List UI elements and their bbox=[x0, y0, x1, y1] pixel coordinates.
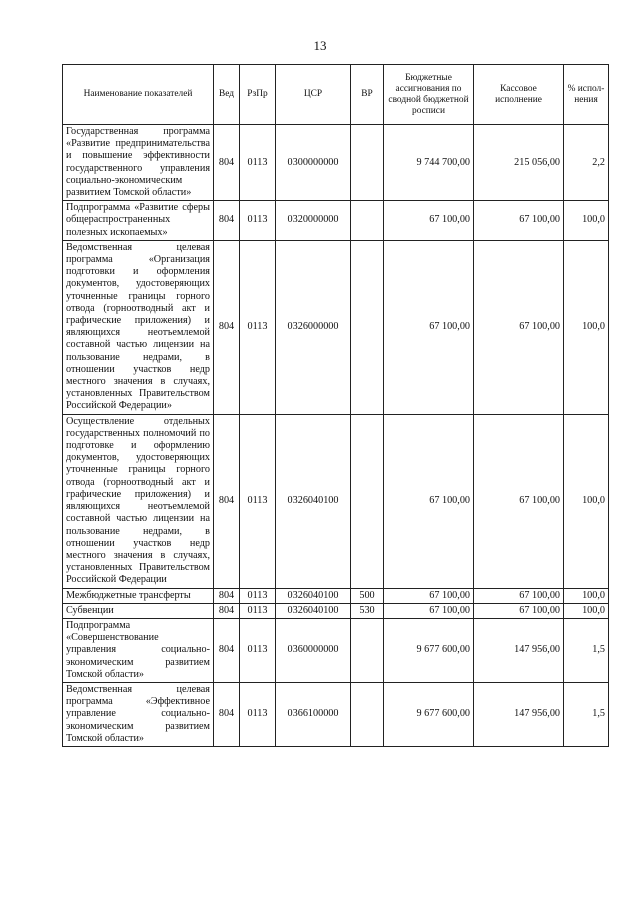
cell-cash: 215 056,00 bbox=[474, 125, 564, 201]
cell-ved: 804 bbox=[214, 588, 240, 603]
page-number: 13 bbox=[313, 38, 327, 53]
cell-rzpr: 0113 bbox=[240, 240, 276, 414]
header-budget: Бюджетные ассигнования по сводной бюджетной росписи bbox=[384, 65, 474, 125]
cell-cash: 147 956,00 bbox=[474, 618, 564, 682]
cell-rzpr: 0113 bbox=[240, 603, 276, 618]
cell-rzpr: 0113 bbox=[240, 588, 276, 603]
cell-ved: 804 bbox=[214, 603, 240, 618]
cell-cash: 67 100,00 bbox=[474, 588, 564, 603]
cell-rzpr: 0113 bbox=[240, 618, 276, 682]
cell-cash: 67 100,00 bbox=[474, 603, 564, 618]
cell-vr bbox=[351, 682, 384, 746]
cell-budget: 67 100,00 bbox=[384, 201, 474, 241]
cell-vr bbox=[351, 125, 384, 201]
header-name: Наименование показателей bbox=[63, 65, 214, 125]
cell-name: Подпрограмма «Совершенствование управления социально-экономическим развитием Томской области» bbox=[63, 618, 214, 682]
cell-name: Субвенции bbox=[63, 603, 214, 618]
cell-budget: 9 744 700,00 bbox=[384, 125, 474, 201]
cell-csr: 0366100000 bbox=[276, 682, 351, 746]
cell-vr bbox=[351, 414, 384, 588]
header-cash: Кассовое исполнение bbox=[474, 65, 564, 125]
table-row bbox=[63, 201, 609, 241]
header-ved: Вед bbox=[214, 65, 240, 125]
header-vr: ВР bbox=[351, 65, 384, 125]
cell-budget: 67 100,00 bbox=[384, 414, 474, 588]
cell-name: Ведомственная целевая программа «Эффективное управление социально-экономическим развитием Томской области» bbox=[63, 682, 214, 746]
cell-name: Государственная программа «Развитие предпринимательства и повышение эффективности государственного управления социально-экономическим развитием Томской области» bbox=[63, 125, 214, 201]
cell-csr: 0326040100 bbox=[276, 603, 351, 618]
cell-rzpr: 0113 bbox=[240, 201, 276, 241]
cell-ved: 804 bbox=[214, 240, 240, 414]
cell-budget: 9 677 600,00 bbox=[384, 618, 474, 682]
cell-budget: 67 100,00 bbox=[384, 240, 474, 414]
table-row bbox=[63, 682, 609, 746]
cell-budget: 67 100,00 bbox=[384, 588, 474, 603]
header-csr: ЦСР bbox=[276, 65, 351, 125]
table-row bbox=[63, 125, 609, 201]
cell-ved: 804 bbox=[214, 414, 240, 588]
cell-name: Подпрограмма «Развитие сферы общераспространенных полезных ископаемых» bbox=[63, 201, 214, 241]
cell-vr bbox=[351, 240, 384, 414]
cell-pct: 1,5 bbox=[564, 682, 609, 746]
cell-pct: 2,2 bbox=[564, 125, 609, 201]
cell-pct: 100,0 bbox=[564, 603, 609, 618]
cell-csr: 0326000000 bbox=[276, 240, 351, 414]
cell-cash: 67 100,00 bbox=[474, 414, 564, 588]
cell-cash: 67 100,00 bbox=[474, 240, 564, 414]
cell-vr bbox=[351, 618, 384, 682]
cell-pct: 100,0 bbox=[564, 414, 609, 588]
cell-cash: 147 956,00 bbox=[474, 682, 564, 746]
cell-budget: 9 677 600,00 bbox=[384, 682, 474, 746]
cell-pct: 100,0 bbox=[564, 588, 609, 603]
table-row bbox=[63, 414, 609, 588]
header-pct: % испол-нения bbox=[564, 65, 609, 125]
budget-execution-table bbox=[62, 64, 609, 747]
cell-csr: 0326040100 bbox=[276, 588, 351, 603]
cell-csr: 0326040100 bbox=[276, 414, 351, 588]
cell-name: Осуществление отдельных государственных полномочий по подготовке и оформлению документов, удостоверяющих уточненные границы горного отвода (горноотводный акт и графические приложения) и являющихся неотъемлемой составной частью лицензии на пользование недрами, в отношении участков недр местного значения в случаях, установленных Правительством Российской Федерации bbox=[63, 414, 214, 588]
table-header-row bbox=[63, 65, 609, 125]
cell-vr: 530 bbox=[351, 603, 384, 618]
cell-csr: 0360000000 bbox=[276, 618, 351, 682]
cell-csr: 0320000000 bbox=[276, 201, 351, 241]
cell-pct: 100,0 bbox=[564, 201, 609, 241]
cell-name: Межбюджетные трансферты bbox=[63, 588, 214, 603]
cell-rzpr: 0113 bbox=[240, 682, 276, 746]
table-row bbox=[63, 588, 609, 603]
header-rzpr: РзПр bbox=[240, 65, 276, 125]
cell-pct: 1,5 bbox=[564, 618, 609, 682]
table-row bbox=[63, 240, 609, 414]
cell-rzpr: 0113 bbox=[240, 414, 276, 588]
table-row bbox=[63, 603, 609, 618]
cell-csr: 0300000000 bbox=[276, 125, 351, 201]
cell-vr bbox=[351, 201, 384, 241]
table-row bbox=[63, 618, 609, 682]
cell-ved: 804 bbox=[214, 201, 240, 241]
cell-name: Ведомственная целевая программа «Организация подготовки и оформления документов, удостоверяющих уточненные границы горного отвода (горноотводный акт и графические приложения) и являющихся неотъемлемой составной частью лицензии на пользование недрами, в отношении участков недр местного значения в случаях, установленных Правительством Российской Федерации» bbox=[63, 240, 214, 414]
cell-pct: 100,0 bbox=[564, 240, 609, 414]
cell-vr: 500 bbox=[351, 588, 384, 603]
cell-ved: 804 bbox=[214, 125, 240, 201]
cell-cash: 67 100,00 bbox=[474, 201, 564, 241]
cell-ved: 804 bbox=[214, 618, 240, 682]
cell-budget: 67 100,00 bbox=[384, 603, 474, 618]
cell-ved: 804 bbox=[214, 682, 240, 746]
cell-rzpr: 0113 bbox=[240, 125, 276, 201]
